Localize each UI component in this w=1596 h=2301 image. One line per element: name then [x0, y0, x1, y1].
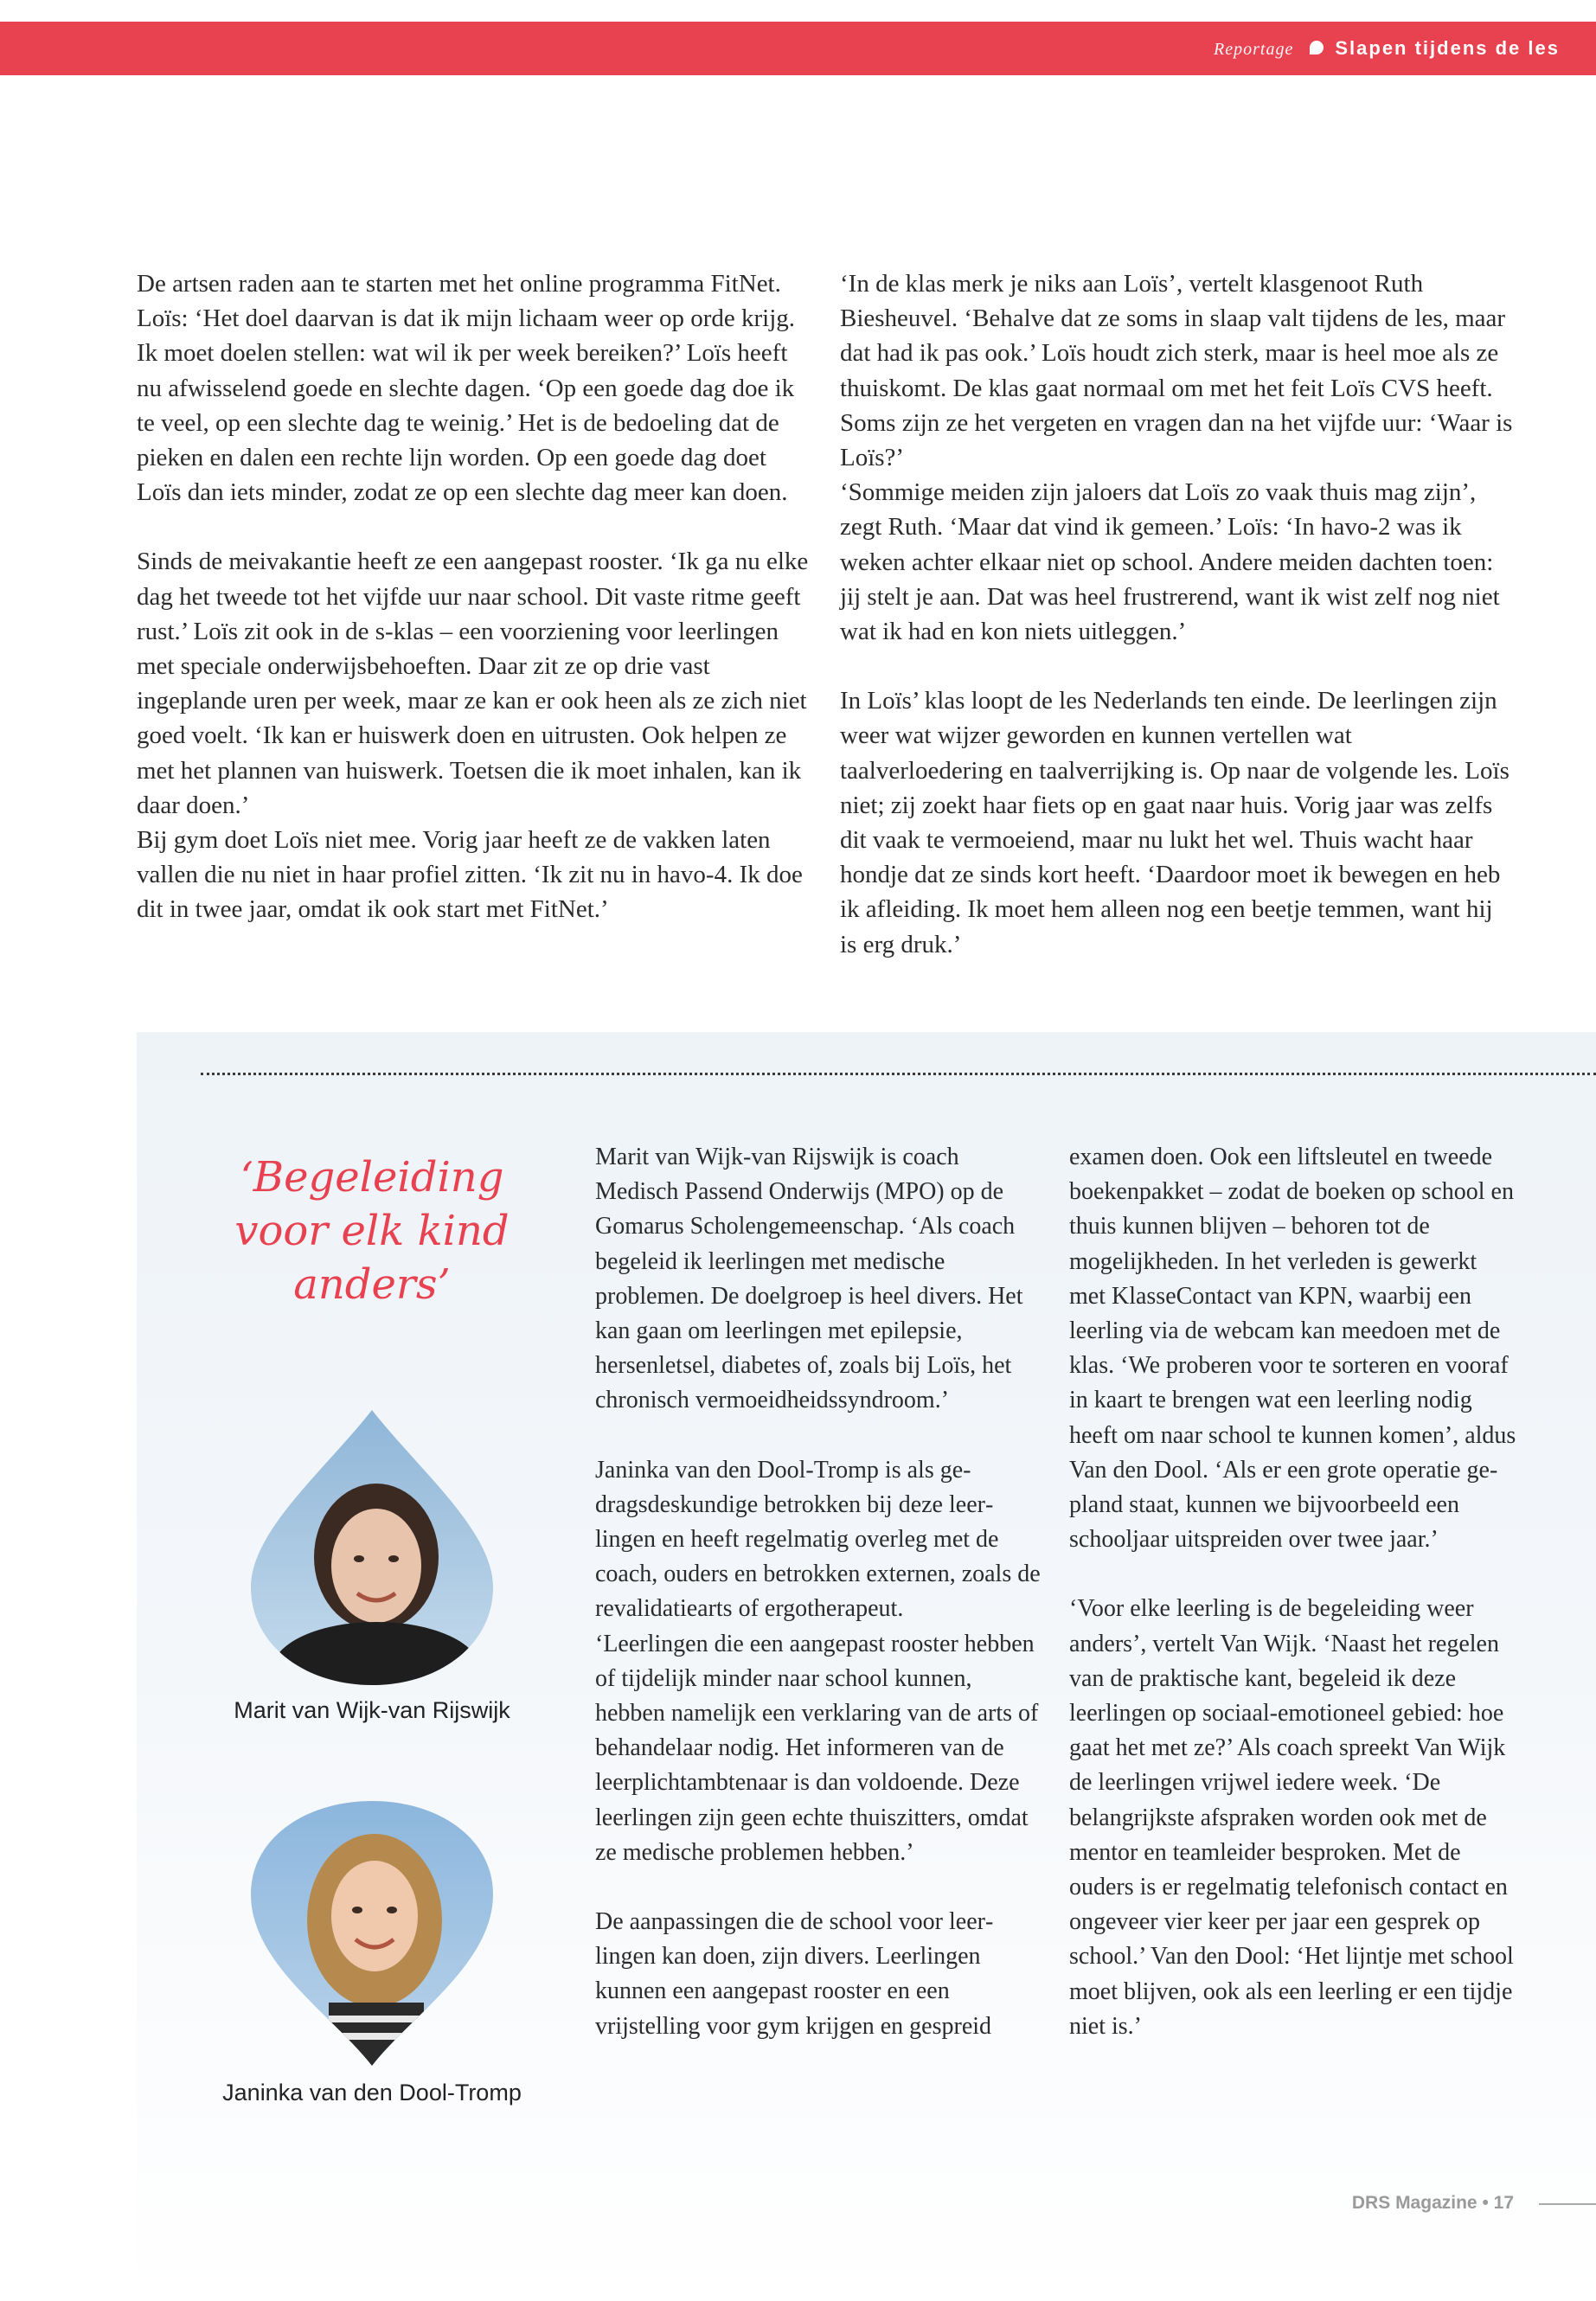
folio [1352, 2193, 1514, 2214]
sidebar-column-a [595, 1140, 1045, 2044]
paragraph: Sinds de meivakantie heeft ze een aangepast rooster. ‘Ik ga nu elke dag het tweede tot het vijfde uur naar school. Dit vaste ritme geeft rust.’ Loïs zit ook in de s-klas – een voorziening voor leerlingen met speciale onderwijsbehoeften. Daar zit ze op drie vast ingeplande uren per week, maar ze kan er ook heen als ze zich niet goed voelt. ‘Ik kan er huiswerk doen en uitrusten. Ook helpen ze met het plannen van huiswerk. Toetsen die ik moet inhalen, kan ik daar doen.’ [137, 548, 809, 819]
paragraph: ‘Sommige meiden zijn jaloers dat Loïs zo vaak thuis mag zijn’, zegt Ruth. ‘Maar dat vind ik gemeen.’ Loïs: ‘In havo-2 was ik weken achter elkaar niet op school. Andere meiden dachten toen: jij stelt je aan. Dat was heel frustrerend, want ik wist zelf nog niet wat ik had en kon niets uitleggen.’ [840, 478, 1500, 646]
dotted-divider [201, 1073, 1596, 1075]
pull-quote: ‘Begeleiding voor elk kind anders’ [234, 1153, 510, 1309]
paragraph: ‘Voor elke leerling is de begeleiding weer anders’, vertelt Van Wijk. ‘Naast het regelen van de praktische kant, begeleid ik deze leerlingen op sociaal-emotioneel gebied: hoe gaat het met ze?’ Als coach spreekt Van Wijk de leerlingen vrijwel iedere week. ‘De belangrijkste afspraken worden ook met de mentor en teamleider besproken. Met de ouders is er regelmatig telefonisch contact en ongeveer vier keer per jaar een gesprek op school.’ Van den Dool: ‘Het lijntje met school moet blijven, ook als een leerling er een tijdje niet is.’ [1069, 1595, 1514, 2040]
paragraph: In Loïs’ klas loopt de les Nederlands ten einde. De leerlingen zijn weer wat wijzer geworden en kunnen vertellen wat taalverloedering en taalverrijking is. Op naar de volgende les. Loïs niet; zij zoekt haar fiets op en gaat naar huis. Vorig jaar was zelfs dit vaak te vermoeiend, maar nu lukt het wel. Thuis wacht haar hondje dat ze sinds kort heeft. ‘Daardoor moet ik bewegen en heb ik afleiding. Ik moet hem alleen nog een beetje temmen, want hij is erg druk.’ [840, 687, 1509, 958]
drop-bullet-icon [1307, 38, 1326, 57]
portrait-caption: Marit van Wijk-van Rijswijk [234, 1697, 510, 1723]
page-footer [1298, 2193, 1596, 2219]
article-column-right [840, 266, 1515, 962]
paragraph: examen doen. Ook een liftsleutel en tweede boekenpakket – zodat de boeken op school en thuis kunnen blijven – behoren tot de mogelijkheden. In het verleden is gewerkt met KlasseContact van KPN, waarbij een leerling via de webcam kan meedoen met de klas. ‘We proberen voor te sorteren en vooraf in kaart te brengen wat een leerling nodig heeft om naar school te kunnen komen’, aldus Van den Dool. ‘Als er een grote operatie gepland staat, kunnen we bijvoorbeeld een schooljaar uitspreiden over twee jaar.’ [1069, 1144, 1516, 1554]
paragraph: Marit van Wijk-van Rijswijk is coach Medisch Passend Onderwijs (MPO) op de Gomarus Scholengemeenschap. ‘Als coach begeleid ik leerlingen met medische problemen. De doelgroep is heel divers. Het kan gaan om leerlingen met epilepsie, hersenletsel, diabetes of, zoals bij Loïs, het chronisch vermoeidheidssyndroom.’ [595, 1144, 1023, 1414]
portrait-photo-marit [247, 1410, 497, 1687]
running-header [1214, 22, 1560, 75]
portrait-caption: Janinka van den Dool-Tromp [222, 2080, 522, 2106]
paragraph: Bij gym doet Loïs niet mee. Vorig jaar heeft ze de vakken laten vallen die nu niet in haar profiel zitten. ‘Ik zit nu in havo-4. Ik doe dit in twee jaar, omdat ik ook start met FitNet.’ [137, 826, 803, 924]
sidebar-column-b [1069, 1140, 1519, 2044]
article-column-left [137, 266, 811, 927]
paragraph: Janinka van den Dool-Tromp is als gedragsdeskundige betrokken bij deze leerlingen en heeft regelmatig overleg met de coach, ouders en betrokken externen, zoals de revalidatiearts of ergotherapeut. [595, 1456, 1041, 1623]
paragraph: ‘In de klas merk je niks aan Loïs’, vertelt klasgenoot Ruth Biesheuvel. ‘Behalve dat ze soms in slaap valt tijdens de les, maar dat had ik pas ook.’ Loïs houdt zich sterk, maar is heel moe als ze thuiskomt. De klas gaat normaal om met het feit Loïs CVS heeft. Soms zijn ze het vergeten en vragen dan na het vijfde uur: ‘Waar is Loïs?’ [840, 270, 1513, 472]
portrait-photo-janinka [247, 1799, 497, 2067]
page-number: 17 [1493, 2193, 1514, 2213]
paragraph: De aanpassingen die de school voor leerlingen kan doen, zijn divers. Leerlingen kunnen een aangepast rooster en een vrijstelling voor gym krijgen en gespreid [595, 1908, 994, 2040]
paragraph: De artsen raden aan te starten met het online programma FitNet. Loïs: ‘Het doel daarvan is dat ik mijn lichaam weer op orde krijg. Ik moet doelen stellen: wat wil ik per week bereiken?’ Loïs heeft nu afwisselend goede en slechte dagen. ‘Op een goede dag doe ik te veel, op een slechte dag te weinig.’ Het is de bedoeling dat de pieken en dalen een rechte lijn worden. Op een goede dag doet Loïs dan iets minder, zodat ze op een slechte dag meer kan doen. [137, 270, 796, 507]
article-title: Slapen tijdens de les [1335, 37, 1560, 59]
folio-separator: • [1482, 2193, 1489, 2213]
magazine-name: DRS Magazine [1351, 2193, 1477, 2213]
header-bar [0, 22, 1596, 75]
section-label: Reportage [1214, 40, 1294, 59]
footer-rule [1539, 2203, 1596, 2205]
paragraph: ‘Leerlingen die een aangepast rooster hebben of tijdelijk minder naar school kunnen, hebben namelijk een verklaring van de arts of behandelaar nodig. Het informeren van de leerplichtambtenaar is dan voldoende. Deze leerlingen zijn geen echte thuiszitters, omdat ze medische problemen hebben.’ [595, 1630, 1039, 1866]
